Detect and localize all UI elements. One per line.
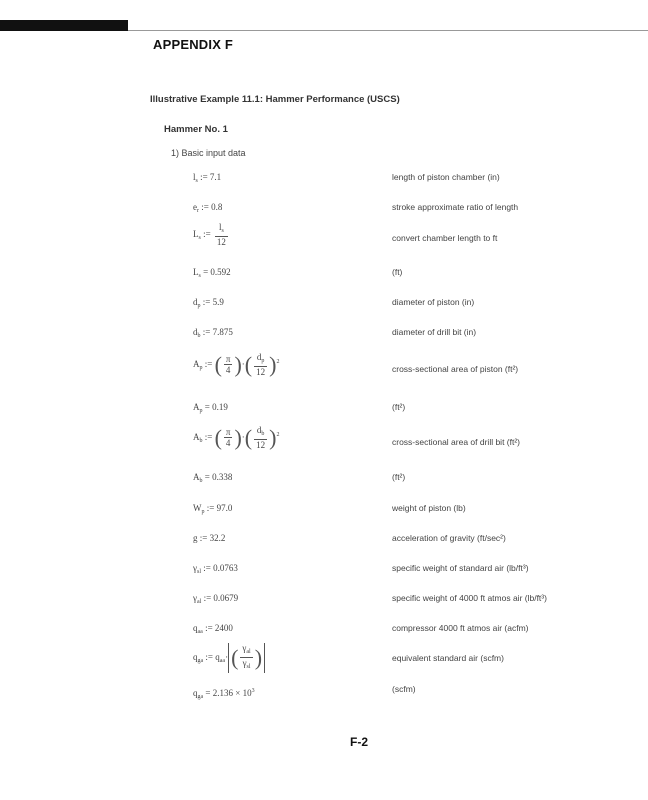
desc-Wp: weight of piston (lb): [392, 503, 466, 513]
equation-ls: $l_s$ := 7.1: [193, 172, 222, 184]
equation-qga-val: $q_{ga} = 2.136 \times 10^3$: [193, 688, 255, 700]
desc-Ls-val: (ft): [392, 267, 403, 277]
desc-Ap-def: cross-sectional area of piston (ft²): [392, 364, 519, 374]
desc-ls: length of piston chamber (in): [392, 172, 500, 182]
equation-g: g := 32.2: [193, 533, 226, 543]
desc-g: acceleration of gravity (ft/sec²): [392, 533, 506, 543]
desc-qga-def: equivalent standard air (scfm): [392, 653, 504, 663]
equation-er: $e_r$ := 0.8: [193, 202, 223, 214]
equation-Ls-val: $L_s = 0.592$: [193, 267, 231, 279]
equation-gamma-al: $\gamma_{al}$ := 0.0679: [193, 593, 239, 605]
desc-qga-val: (scfm): [392, 684, 416, 694]
appendix-heading: APPENDIX F: [153, 37, 234, 52]
header-bar: [0, 20, 128, 31]
hammer-title: Hammer No. 1: [164, 124, 228, 135]
equation-Wp: $W_p$ := 97.0: [193, 503, 233, 515]
equation-Ls-def: $L_s$ := $\frac{l_s}{12}$: [193, 222, 226, 247]
page-number: F-2: [350, 735, 368, 749]
desc-dp: diameter of piston (in): [392, 297, 475, 307]
desc-gamma-al: specific weight of 4000 ft atmos air (lb/ft³): [392, 593, 547, 603]
equation-qga-def: $q_{ga}$ := $q_{aa}\cdot$ ( $\frac{\gamma_{al}}{\gamma_{sl}}$ ): [193, 643, 265, 673]
desc-db: diameter of drill bit (in): [392, 327, 477, 337]
desc-Ab-val: (ft²): [392, 472, 406, 482]
equation-qaa: $q_{aa}$ := 2400: [193, 623, 233, 635]
desc-gamma-sl: specific weight of standard air (lb/ft³): [392, 563, 529, 573]
section-title: 1) Basic input data: [171, 148, 246, 158]
equation-Ap-def: $A_p$ := ( $\frac{\pi}{4}$ )·( $\frac{d_p}{12}$ )$^2$: [193, 352, 280, 377]
equation-gamma-sl: $\gamma_{sl}$ := 0.0763: [193, 563, 238, 575]
desc-qaa: compressor 4000 ft atmos air (acfm): [392, 623, 529, 633]
equation-dp: $d_p$ := 5.9: [193, 297, 224, 309]
desc-Ls-def: convert chamber length to ft: [392, 233, 498, 243]
equation-Ab-val: $A_b = 0.338$: [193, 472, 233, 484]
desc-er: stroke approximate ratio of length: [392, 202, 519, 212]
equation-Ab-def: $A_b$ := ( $\frac{\pi}{4}$ )·( $\frac{d_b}{12}$ )$^2$: [193, 425, 280, 450]
equation-db: $d_b$ := 7.875: [193, 327, 233, 339]
equation-Ap-val: $A_p = 0.19$: [193, 402, 228, 414]
example-title: Illustrative Example 11.1: Hammer Performance (USCS): [150, 94, 400, 105]
header-rule: [128, 30, 648, 31]
desc-Ap-val: (ft²): [392, 402, 406, 412]
desc-Ab-def: cross-sectional area of drill bit (ft²): [392, 437, 521, 447]
